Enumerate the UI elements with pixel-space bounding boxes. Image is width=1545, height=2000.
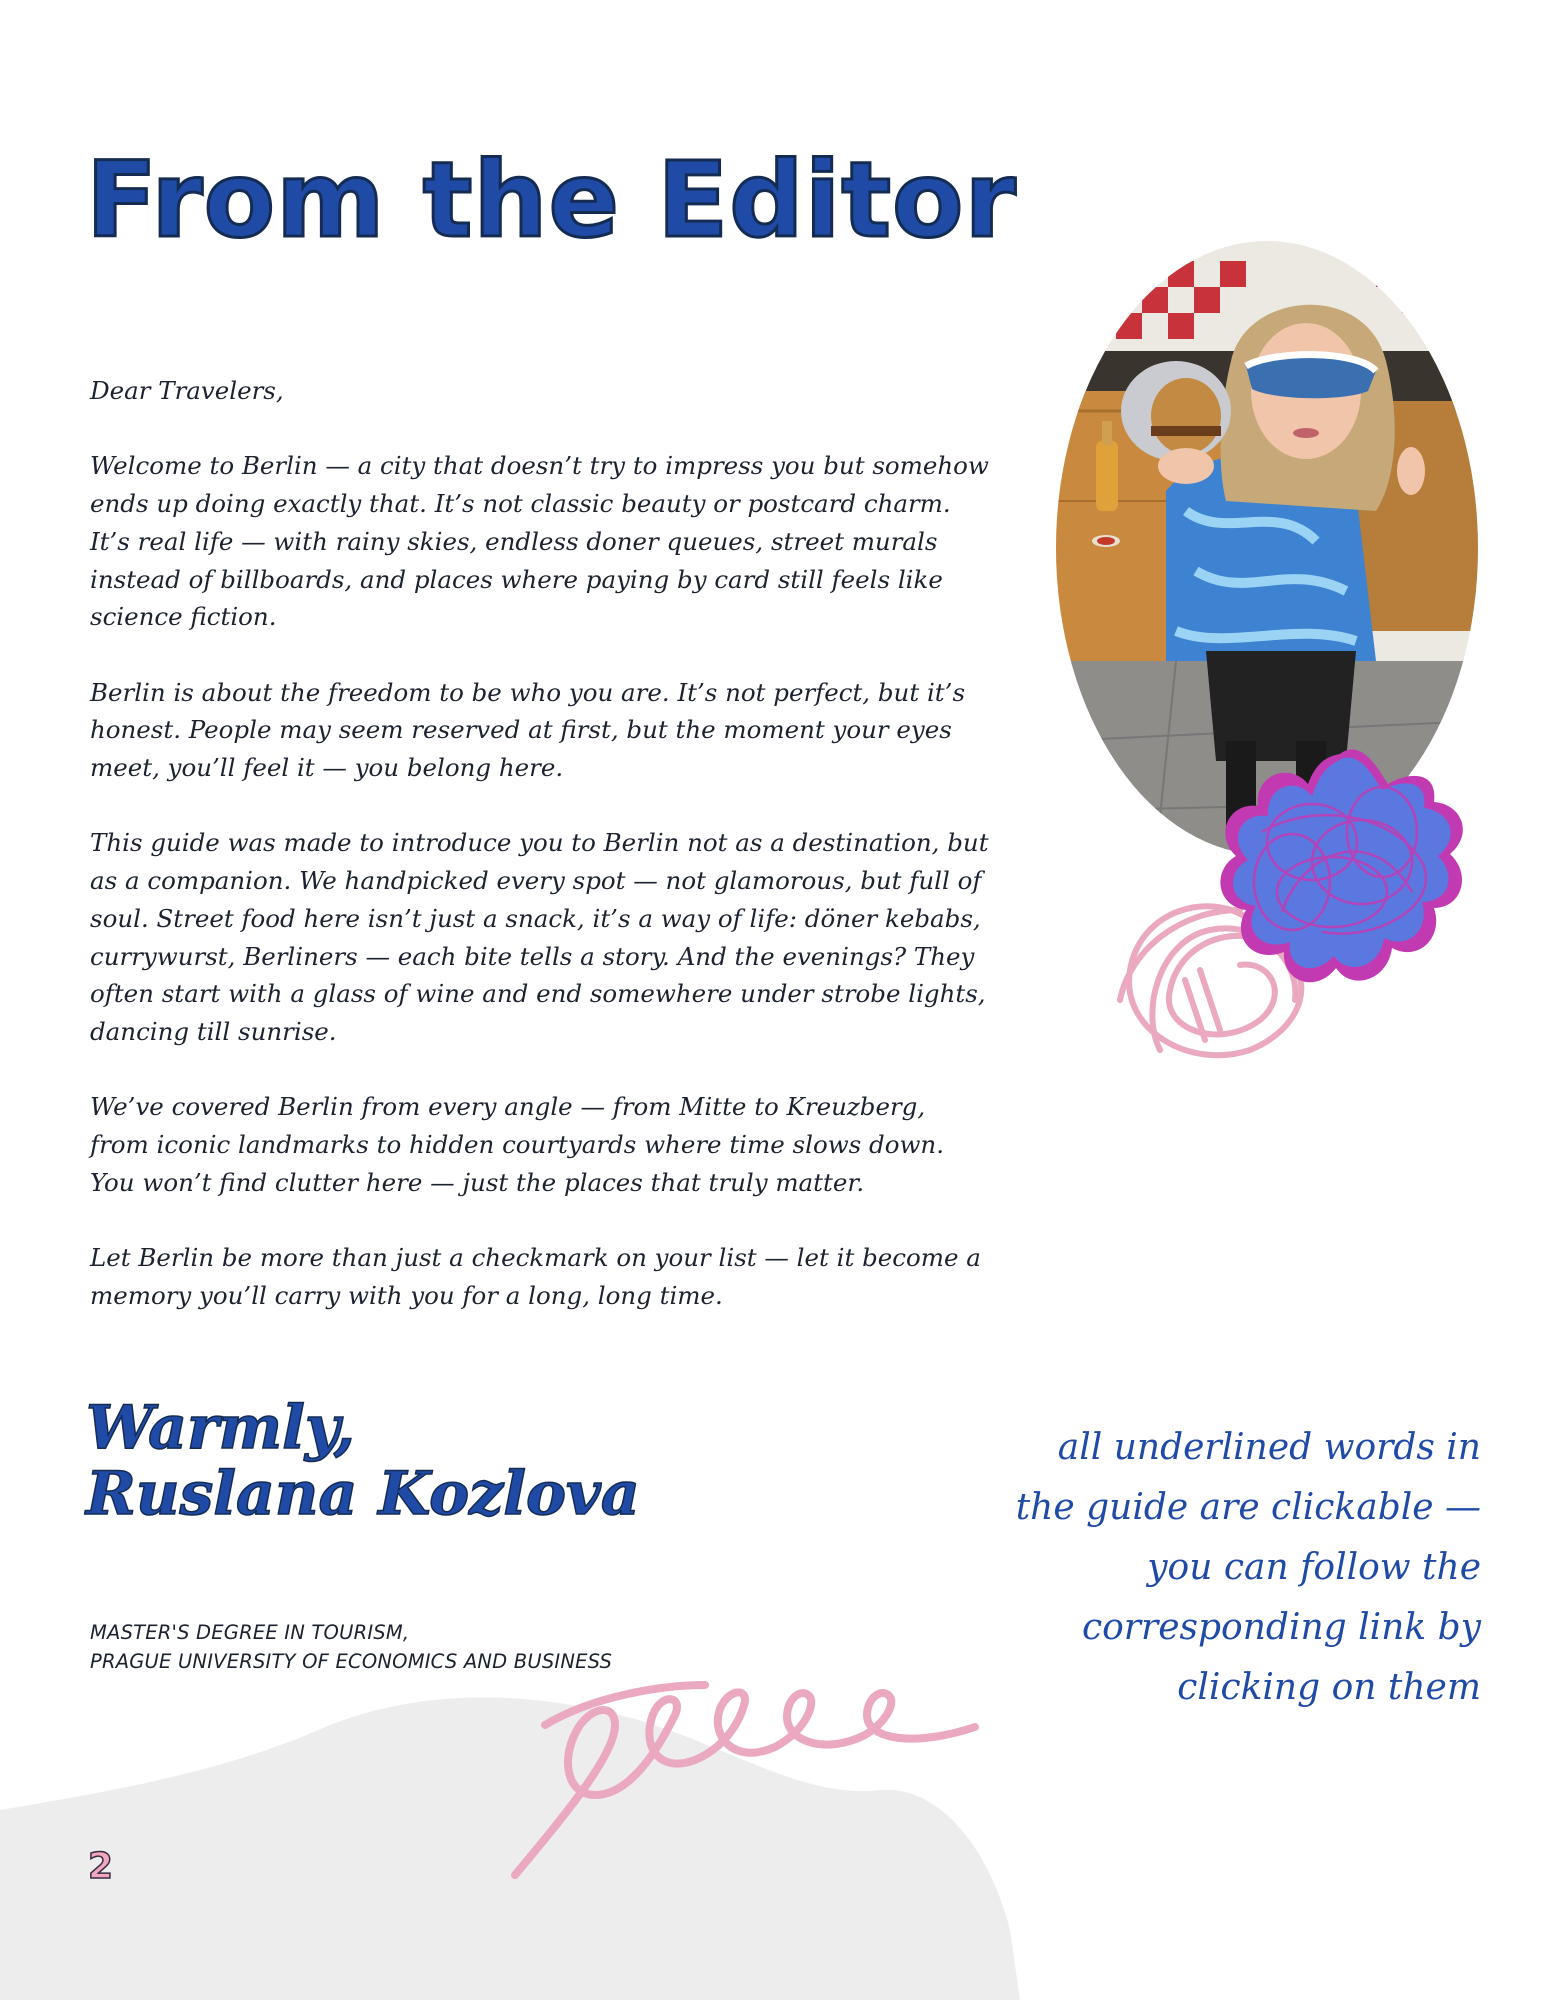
credentials-degree: MASTER'S DEGREE IN TOURISM, xyxy=(90,1621,410,1644)
letter-greeting: Dear Travelers, xyxy=(90,376,284,405)
page-title: From the Editor xyxy=(86,139,1017,261)
note-line: the guide are clickable — xyxy=(1015,1487,1481,1528)
credentials-university: PRAGUE UNIVERSITY OF ECONOMICS AND BUSINESS xyxy=(90,1650,613,1673)
note-line: corresponding link by xyxy=(1081,1607,1481,1648)
flower-sticker xyxy=(1212,742,1474,1002)
note-line: you can follow the xyxy=(1147,1547,1481,1588)
pink-scribble-signature xyxy=(505,1665,985,1885)
letter-paragraph: Berlin is about the freedom to be who you are. It’s not perfect, but it’s honest. People may seem reserved at first, but the moment your eyes meet, you’ll feel it — you belong here. xyxy=(90,677,966,782)
clickable-links-note xyxy=(1001,1418,1481,1718)
signoff-name: Ruslana Kozlova xyxy=(86,1459,640,1529)
editor-letter xyxy=(90,372,990,1352)
note-line: all underlined words in xyxy=(1057,1427,1481,1468)
letter-paragraph: We’ve covered Berlin from every angle — from Mitte to Kreuzberg, from iconic landmarks to hidden courtyards where time slows down. You won’t find clutter here — just the places that truly matter. xyxy=(90,1092,944,1197)
letter-paragraph: This guide was made to introduce you to Berlin not as a destination, but as a companion. We handpicked every spot — not glamorous, but full of soul. Street food here isn’t just a snack, it’s a way of life: döner kebabs, currywurst, Berliners — each bite tells a story. And the evenings? They often start with a glass of wine and end somewhere under strobe lights, dancing till sunrise. xyxy=(90,828,989,1046)
signoff xyxy=(86,1395,640,1527)
note-line: clicking on them xyxy=(1177,1667,1481,1708)
signoff-closing: Warmly, xyxy=(86,1393,355,1463)
page-number: 2 xyxy=(88,1846,114,1887)
letter-paragraph: Welcome to Berlin — a city that doesn’t try to impress you but somehow ends up doing exactly that. It’s not classic beauty or postcard charm. It’s real life — with rainy skies, endless doner queues, street murals instead of billboards, and places where paying by card still feels like science fiction. xyxy=(90,451,989,632)
letter-paragraph: Let Berlin be more than just a checkmark on your list — let it become a memory you’ll carry with you for a long, long time. xyxy=(90,1243,981,1310)
